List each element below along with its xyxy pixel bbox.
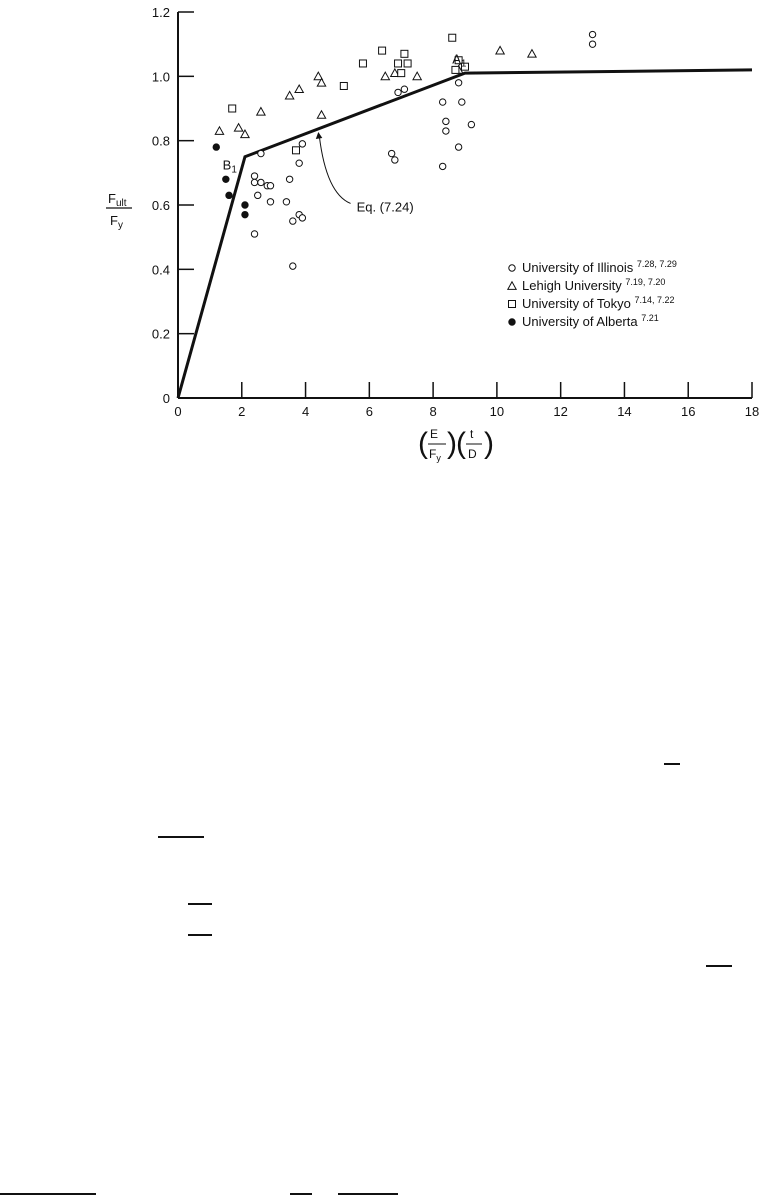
series-open-triangle [215,46,536,137]
data-point [299,141,305,147]
page-rule [0,1193,96,1195]
annotation-arrow [319,136,350,203]
page-rule [188,934,212,936]
annotation-arrowhead [316,132,323,139]
y-label-den-sub: y [117,220,123,231]
x-tick-label: 16 [680,404,696,419]
x-tick-label: 6 [365,404,373,419]
data-point [455,144,461,150]
data-point [449,34,456,41]
y-tick-label: 0.2 [151,326,170,342]
data-point [340,82,347,89]
y-label-num: F [108,191,116,206]
data-point [251,173,257,179]
data-point [286,176,292,182]
data-point [455,80,461,86]
data-point [468,121,474,127]
data-point [285,91,293,99]
x-label-Fy-sub: y [436,453,441,463]
data-point [395,89,401,95]
y-axis-label [106,191,132,231]
series-open-square [229,34,469,154]
data-point [234,124,242,132]
legend [508,259,677,329]
data-point [443,118,449,124]
data-point [283,199,289,205]
data-point [439,99,445,105]
data-point [395,60,402,67]
data-point [379,47,386,54]
data-point [251,179,257,185]
legend-marker [509,265,515,271]
legend-refs: 7.19, 7.20 [625,277,666,287]
paren-open-1: ( [418,427,428,460]
x-label-D: D [468,447,477,461]
data-point [392,157,398,163]
data-point [215,127,223,135]
legend-refs: 7.14, 7.22 [634,295,675,305]
data-point [290,218,296,224]
x-tick-label: 10 [489,404,505,419]
x-label-t: t [470,427,474,441]
data-point [258,179,264,185]
data-point [229,105,236,112]
y-tick-label: 0.6 [151,198,170,213]
annotation-label: Eq. (7.24) [356,199,414,215]
x-label-Fy: F [429,447,437,461]
paren-close-1: ) [447,427,457,460]
paren-close-2: ) [484,427,494,460]
legend-refs: 7.21 [641,313,659,323]
data-point [296,160,302,166]
data-point [381,72,389,80]
data-point [223,176,229,182]
x-tick-label: 14 [617,404,632,419]
page-rule [664,763,680,765]
x-tick-label: 12 [553,404,568,419]
data-point [267,183,273,189]
y-tick-label: 0.8 [151,133,170,149]
y-tick-label: 1.0 [151,69,170,85]
page-rule [158,836,204,838]
data-point [589,31,595,37]
annotation-label: $B_1$ [222,157,237,176]
data-point [295,85,303,93]
eq-7-24-curve [178,70,752,398]
data-point [242,211,248,217]
data-point [267,199,273,205]
data-point [528,50,536,58]
legend-label: University of Illinois $^{7.28, 7.29}$ [522,259,677,275]
data-point [589,41,595,47]
y-label-den: F [110,213,118,228]
y-tick-label: 0.4 [151,262,170,278]
data-point [443,128,449,134]
y-label-num-sub: ult [115,198,127,209]
x-tick-label: 0 [174,404,182,419]
data-point [452,66,459,73]
data-point [251,231,257,237]
legend-marker [508,282,516,290]
data-point [290,263,296,269]
x-ticks [174,382,759,419]
y-ticks [152,5,194,406]
page-rule [338,1193,398,1195]
data-point [388,150,394,156]
data-point [242,202,248,208]
paren-open-2: ( [456,427,466,460]
annotations [223,51,467,214]
y-tick-label: 0 [162,391,170,406]
legend-label: University of Alberta $^{7.21}$ [522,313,659,329]
series-open-circle [251,31,595,269]
data-points [213,31,596,269]
page-rule [706,965,732,967]
svg-text:Fult [108,191,127,209]
svg-text:Fy [429,447,441,463]
data-point [226,192,232,198]
legend-refs: 7.28, 7.29 [636,259,677,269]
data-point [213,144,219,150]
annotation-label: $A_1$ [452,51,467,70]
legend-label: Lehigh University $^{7.19, 7.20}$ [522,277,666,293]
data-point [292,147,299,154]
data-point [401,86,407,92]
x-tick-label: 2 [238,404,246,419]
svg-text:Fy [110,213,123,231]
data-point [401,50,408,57]
chart [0,0,763,470]
legend-label: University of Tokyo $^{7.14, 7.22}$ [522,295,675,311]
y-tick-label: 1.2 [151,5,170,20]
data-point [257,108,265,116]
x-axis-label [418,427,494,463]
eq-curve-line [178,70,752,398]
data-point [258,150,264,156]
data-point [398,70,405,77]
legend-marker [509,301,516,308]
x-label-E: E [430,427,439,441]
data-point [496,46,504,54]
data-point [413,72,421,80]
x-tick-label: 8 [429,404,437,419]
data-point [404,60,411,67]
data-point [439,163,445,169]
page-rule [290,1193,312,1195]
data-point [317,111,325,119]
data-point [359,60,366,67]
x-tick-label: 4 [301,404,310,419]
page-rule [188,903,212,905]
x-tick-label: 18 [744,404,760,419]
legend-marker [509,319,515,325]
data-point [255,192,261,198]
data-point [459,99,465,105]
data-point [299,215,305,221]
